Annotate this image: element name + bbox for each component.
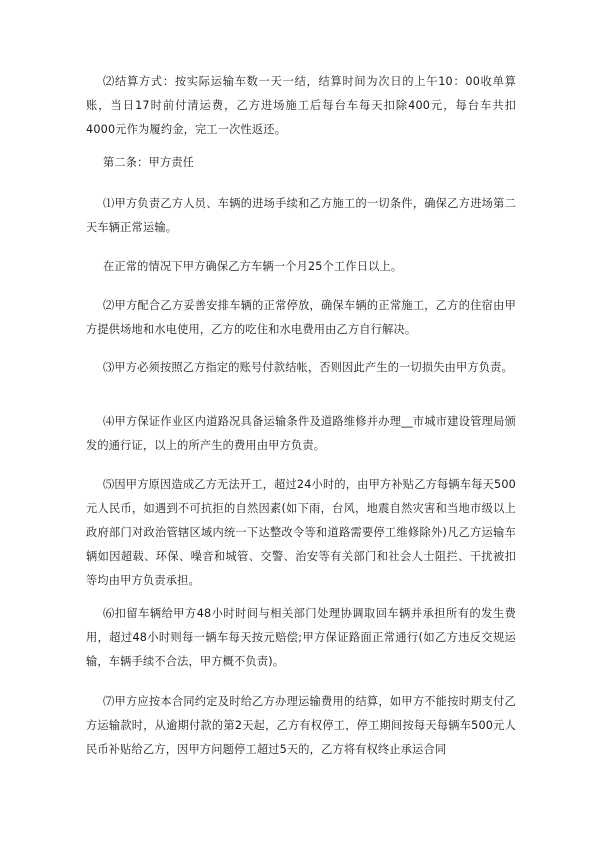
section-heading-party-a-responsibility: 第二条：甲方责任 [103, 156, 195, 169]
paragraph-party-a-clause-4: ⑷甲方保证作业区内道路况具备运输条件及道路维修并办理__市城市建设管理局颁发的通行证，以上的所产生的费用由甲方负责。 [86, 415, 516, 452]
paragraph-party-a-clause-6: ⑹扣留车辆给甲方48小时时间与相关部门处理协调取回车辆并承担所有的发生费用，超过48小时则每一辆车每天按元赔偿;甲方保证路面正常通行(如乙方违反交规运输，车辆手续不合法，甲方概不负责)。 [86, 607, 516, 668]
paragraph-party-a-clause-1: ⑴甲方负责乙方人员、车辆的进场手续和乙方施工的一切条件，确保乙方进场第二天车辆正常运输。 [86, 197, 516, 234]
paragraph-party-a-clause-5: ⑸因甲方原因造成乙方无法开工，超过24小时的，由甲方补贴乙方每辆车每天500元人民币，如遇到不可抗拒的自然因素(如下雨，台风，地震自然灾害和当地市级以上政府部门对政治管辖区域内统一下达整改令等和道路需要停工维修除外)凡乙方运输车辆如因超载、环保、噪音和城管、交警、治安等有关部门和社会人士阻拦、干扰被扣等均由甲方负责承担。 [86, 478, 516, 587]
paragraph-party-a-clause-2: ⑵甲方配合乙方妥善安排车辆的正常停放，确保车辆的正常施工，乙方的住宿由甲方提供场地和水电使用，乙方的吃住和水电费用由乙方自行解决。 [86, 299, 516, 336]
paragraph-workdays: 在正常的情况下甲方确保乙方车辆一个月25个工作日以上。 [103, 260, 403, 273]
paragraph-party-a-clause-7: ⑺甲方应按本合同约定及时给乙方办理运输费用的结算，如甲方不能按时期支付乙方运输款时，从逾期付款的第2天起，乙方有权停工，停工期间按每天每辆车500元人民币补贴给乙方，因甲方问题停工超过5天的，乙方将有权终止承运合同 [86, 695, 516, 756]
paragraph-settlement-method: ⑵结算方式：按实际运输车数一天一结，结算时间为次日的上午10：00收单算账，当日17时前付清运费，乙方进场施工后每台车每天扣除400元，每台车共扣4000元作为履约金，完工一次性返还。 [86, 75, 516, 136]
paragraph-party-a-clause-3: ⑶甲方必须按照乙方指定的账号付款结帐，否则因此产生的一切损失由甲方负责。 [103, 361, 513, 374]
